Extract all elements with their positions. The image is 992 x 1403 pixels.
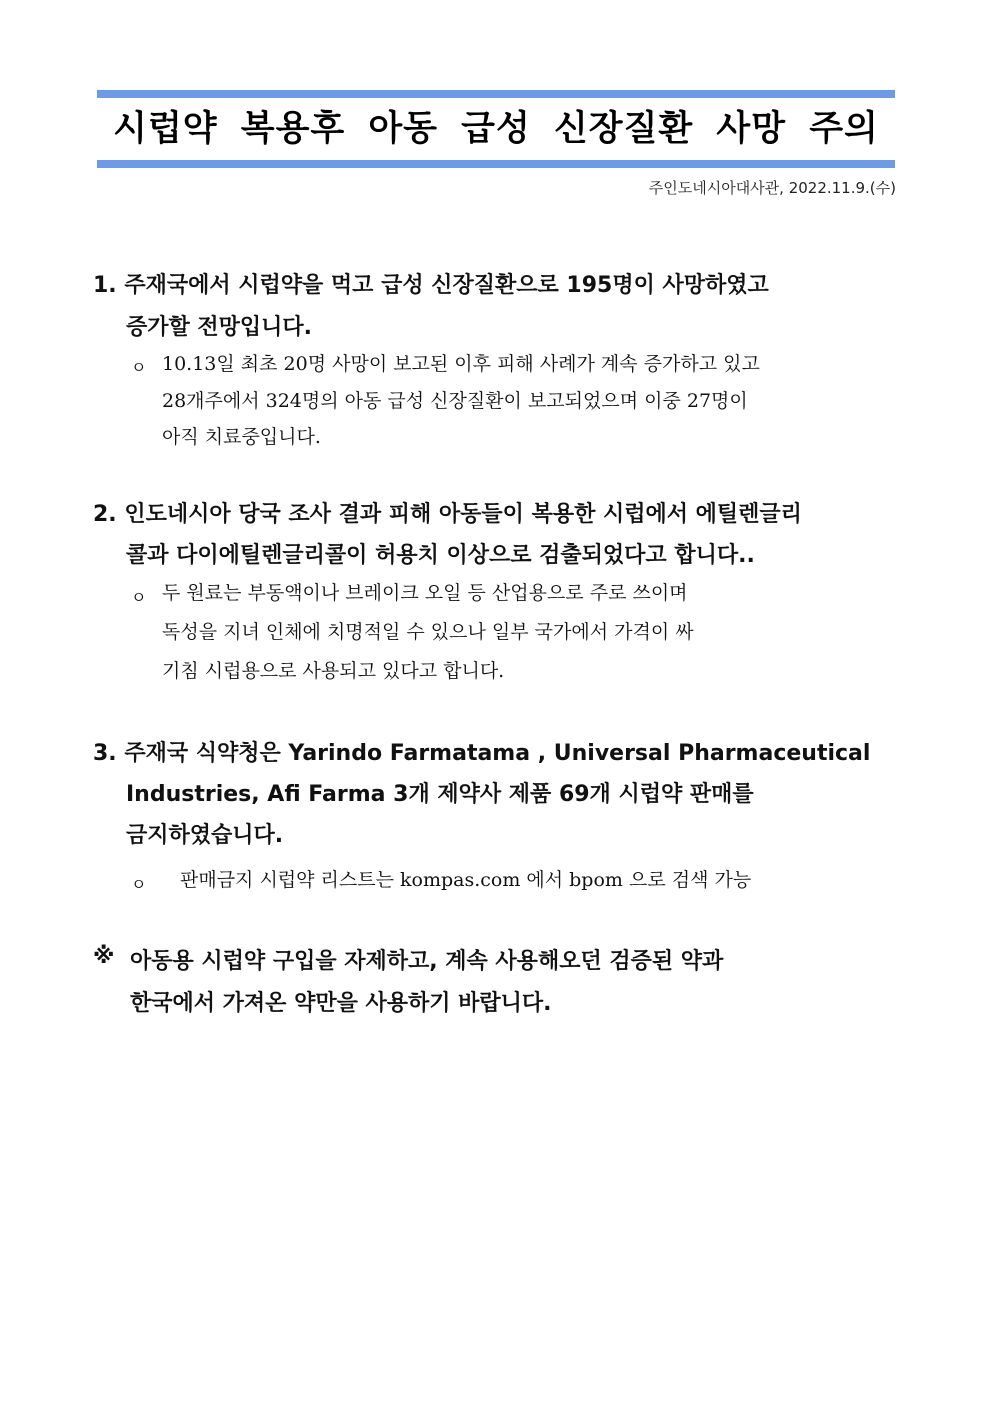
section-3-bullet-line-1: 판매금지 시럽약 리스트는 kompas.com 에서 bpom 으로 검색 가능 xyxy=(180,869,752,891)
section-1-line-2: 증가할 전망입니다. xyxy=(126,315,313,340)
byline: 주인도네시아대사관, 2022.11.9.(수) xyxy=(648,179,896,197)
bottom-rule xyxy=(97,160,895,168)
section-2-bullet-line-1: 두 원료는 부동액이나 브레이크 오일 등 산업용으로 주로 쓰이며 xyxy=(162,582,688,604)
section-1-line-1: 1. 주재국에서 시럽약을 먹고 급성 신장질환으로 195명이 사망하였고 xyxy=(93,273,769,298)
section-2-line-1: 2. 인도네시아 당국 조사 결과 피해 아동들이 복용한 시럽에서 에틸렌글리 xyxy=(93,502,802,527)
bullet-marker: ㅇ xyxy=(131,875,147,894)
section-2-bullet-line-2: 독성을 지녀 인체에 치명적일 수 있으나 일부 국가에서 가격이 싸 xyxy=(162,621,694,643)
section-1-bullet-line-1: 10.13일 최초 20명 사망이 보고된 이후 피해 사례가 계속 증가하고 있고 xyxy=(162,353,760,375)
section-2-line-2: 콜과 다이에틸렌글리콜이 허용치 이상으로 검출되었다고 합니다.. xyxy=(126,543,755,568)
note-marker: ※ xyxy=(93,944,115,969)
bullet-marker: ㅇ xyxy=(131,588,147,607)
section-3-line-3: 금지하였습니다. xyxy=(126,823,284,848)
note-line-1: 아동용 시럽약 구입을 자제하고, 계속 사용해오던 검증된 약과 xyxy=(130,949,724,974)
section-2-bullet-line-3: 기침 시럽용으로 사용되고 있다고 합니다. xyxy=(162,660,505,682)
top-rule xyxy=(97,90,895,98)
note-line-2: 한국에서 가져온 약만을 사용하기 바랍니다. xyxy=(130,991,552,1016)
bullet-marker: ㅇ xyxy=(131,358,147,377)
section-1-bullet-line-3: 아직 치료중입니다. xyxy=(162,426,321,448)
section-3-line-1: 3. 주재국 식약청은 Yarindo Farmatama , Universal Pharmaceutical xyxy=(93,741,871,766)
section-1-bullet-line-2: 28개주에서 324명의 아동 급성 신장질환이 보고되었으며 이중 27명이 xyxy=(162,390,748,412)
section-3-line-2: Industries, Afi Farma 3개 제약사 제품 69개 시럽약 판매를 xyxy=(126,782,754,807)
page-title: 시럽약 복용후 아동 급성 신장질환 사망 주의 xyxy=(113,109,879,149)
